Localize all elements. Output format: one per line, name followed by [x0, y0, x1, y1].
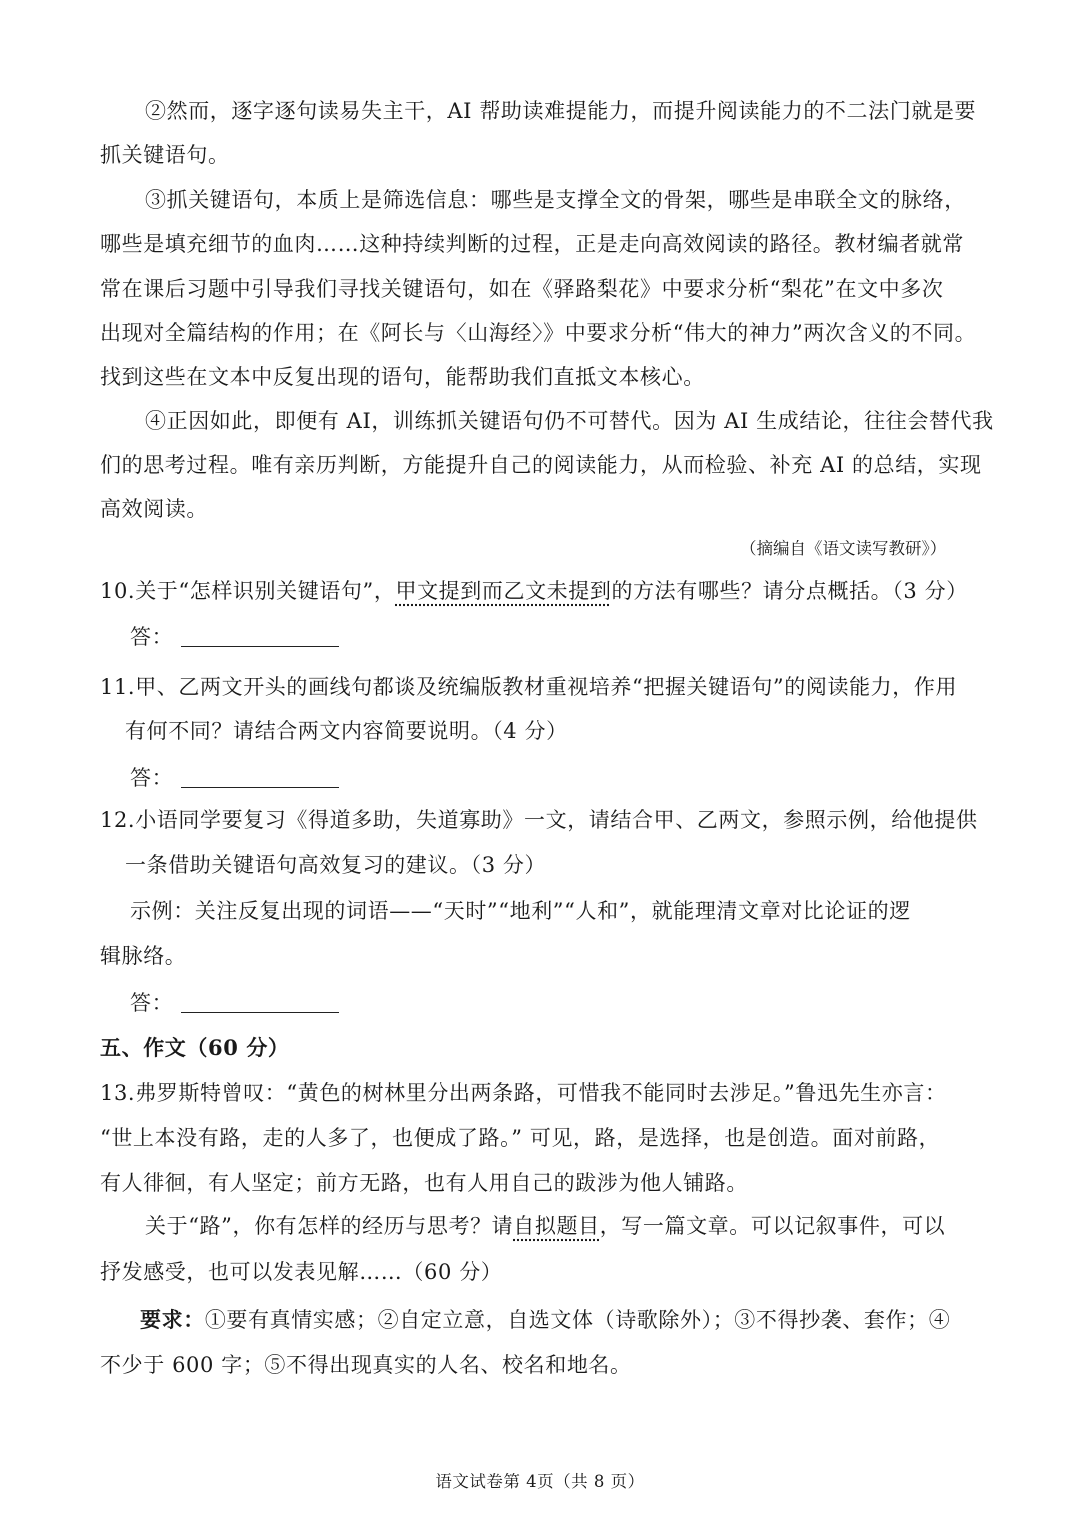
- question-12-line2: 一条借助关键语句高效复习的建议。（3 分）: [125, 853, 547, 877]
- answer-blank-12[interactable]: [181, 1012, 339, 1013]
- question-12-example-line1: 示例：关注反复出现的词语——“天时”“地利”“人和”，就能理清文章对比论证的逻: [130, 899, 911, 923]
- answer-label: 答：: [130, 991, 174, 1015]
- question-11-line1: 11.甲、乙两文开头的画线句都谈及统编版教材重视培养“把握关键语句”的阅读能力，作用: [100, 675, 958, 699]
- requirements-label: 要求：: [140, 1307, 205, 1332]
- answer-blank-10[interactable]: [181, 646, 339, 647]
- question-10-emphasis: 甲文提到而乙文未提到: [395, 579, 612, 603]
- requirements-text: ①要有真情实感；②自定立意，自选文体（诗歌除外）；③不得抄袭、套作；④: [204, 1308, 951, 1332]
- question-12-example-line2: 辑脉络。: [100, 944, 187, 968]
- passage-p3-line4: 出现对全篇结构的作用；在《阿长与〈山海经〉》中要求分析“伟大的神力”两次含义的不同。: [100, 321, 977, 345]
- answer-label: 答：: [130, 766, 174, 790]
- passage-p2-line2: 抓关键语句。: [100, 143, 230, 167]
- section-heading-essay: 五、作文（60 分）: [100, 1035, 290, 1060]
- passage-p3-line2: 哪些是填充细节的血肉……这种持续判断的过程，正是走向高效阅读的路径。教材编者就常: [100, 232, 964, 256]
- passage-p3-line5: 找到这些在文本中反复出现的语句，能帮助我们直抵文本核心。: [100, 365, 705, 389]
- essay-prompt-line2: 抒发感受，也可以发表见解……（60 分）: [100, 1260, 503, 1284]
- essay-requirements-line1: [140, 1305, 950, 1335]
- essay-prompt-text-a: 关于“路”，你有怎样的经历与思考？请: [145, 1214, 514, 1238]
- question-13-line2: “世上本没有路，走的人多了，也便成了路。” 可见，路，是选择，也是创造。面对前路，: [100, 1126, 941, 1150]
- page-footer: 语文试卷第 4页（共 8 页）: [435, 1472, 645, 1491]
- essay-prompt-emphasis: 自拟题目: [513, 1214, 600, 1238]
- essay-requirements-line2: 不少于 600 字；⑤不得出现真实的人名、校名和地名。: [100, 1353, 632, 1377]
- answer-11: [130, 763, 339, 793]
- question-10: [100, 576, 968, 606]
- answer-label: 答：: [130, 625, 174, 649]
- answer-10: [130, 622, 339, 652]
- question-13-line1: 13.弗罗斯特曾叹：“黄色的树林里分出两条路，可惜我不能同时去涉足。”鲁迅先生亦言：: [100, 1081, 947, 1105]
- question-12-line1: 12.小语同学要复习《得道多助，失道寡助》一文，请结合甲、乙两文，参照示例，给他提供: [100, 808, 978, 832]
- question-11-line2: 有何不同？请结合两文内容简要说明。（4 分）: [125, 719, 568, 743]
- answer-blank-11[interactable]: [181, 787, 339, 788]
- passage-p3-line3: 常在课后习题中引导我们寻找关键语句，如在《驿路梨花》中要求分析“梨花”在文中多次: [100, 277, 944, 301]
- passage-p4-line1: ④正因如此，即便有 AI，训练抓关键语句仍不可替代。因为 AI 生成结论，往往会替代我: [145, 409, 994, 433]
- source-citation: （摘编自《语文读写教研》）: [740, 539, 947, 558]
- passage-p3-line1: ③抓关键语句，本质上是筛选信息：哪些是支撑全文的骨架，哪些是串联全文的脉络，: [145, 188, 966, 212]
- essay-prompt-line1: [145, 1211, 945, 1241]
- passage-p2-line1: ②然而，逐字逐句读易失主干，AI 帮助读难提能力，而提升阅读能力的不二法门就是要: [145, 99, 977, 123]
- passage-p4-line3: 高效阅读。: [100, 497, 208, 521]
- question-10-text-a: 10.关于“怎样识别关键语句”，: [100, 579, 396, 603]
- answer-12: [130, 988, 339, 1018]
- question-10-text-b: 的方法有哪些？请分点概括。（3 分）: [611, 579, 968, 603]
- essay-prompt-text-b: ，写一篇文章。可以记叙事件，可以: [599, 1214, 946, 1238]
- question-13-line3: 有人徘徊，有人坚定；前方无路，也有人用自己的跋涉为他人铺路。: [100, 1171, 748, 1195]
- passage-p4-line2: 们的思考过程。唯有亲历判断，方能提升自己的阅读能力，从而检验、补充 AI 的总结，实现: [100, 453, 982, 477]
